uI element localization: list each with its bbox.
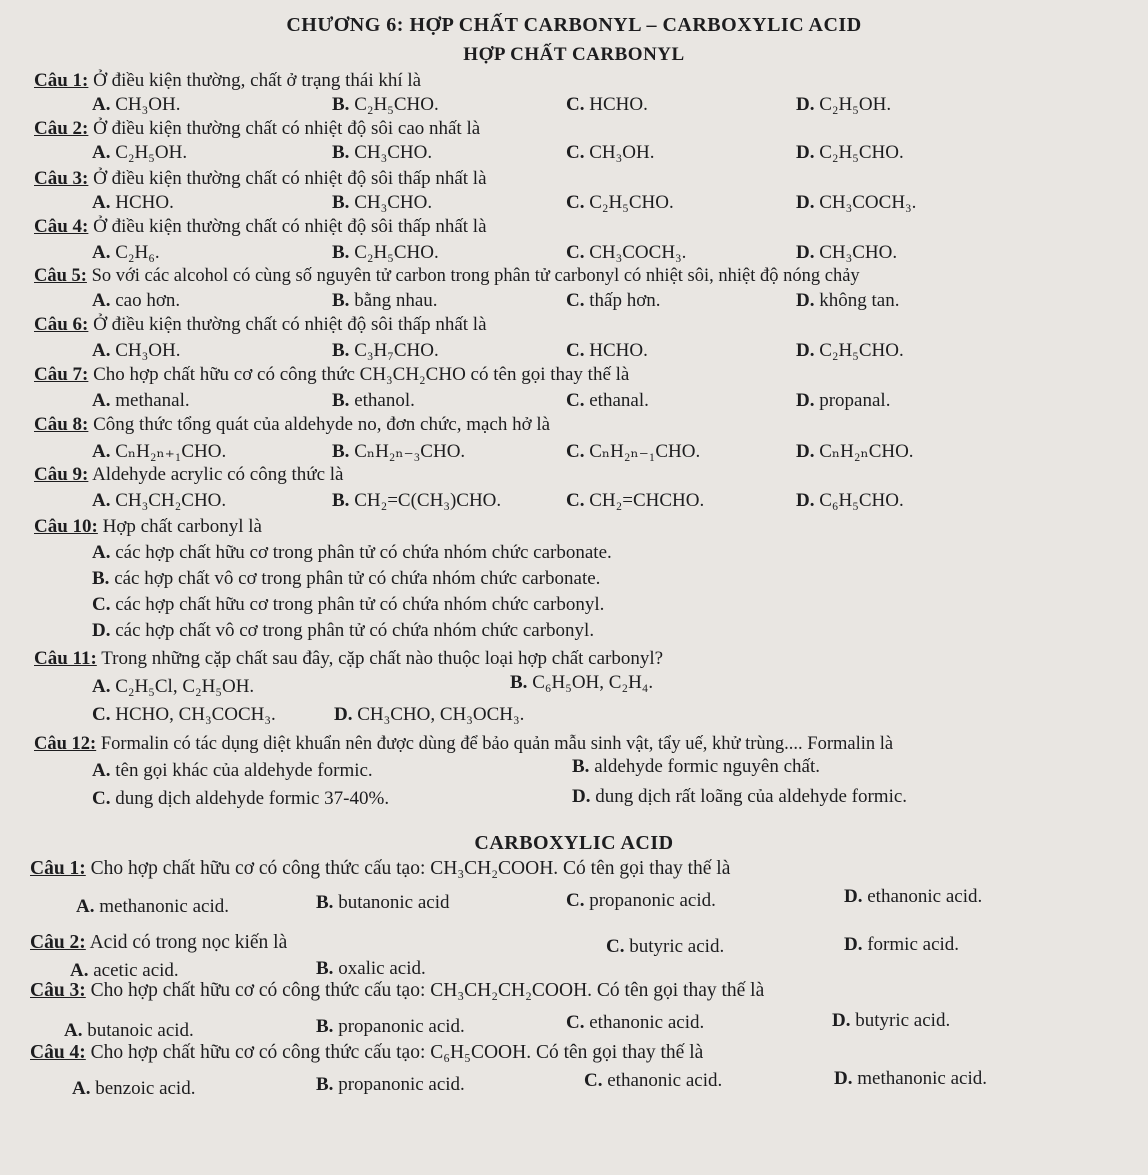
option-d: D. propanal. xyxy=(796,390,891,411)
option-a: A. methanonic acid. xyxy=(76,896,230,917)
option-a: A. butanoic acid. xyxy=(64,1020,194,1041)
question-stem: Câu 2: Ở điều kiện thường chất có nhiệt độ sôi cao nhất là xyxy=(34,118,481,139)
option-b: B. C₆H₅OH, C₂H₄. xyxy=(510,672,654,693)
option-c: C. HCHO, CH₃COCH₃. xyxy=(92,704,276,725)
option-a: A. acetic acid. xyxy=(70,960,179,981)
question-stem: Câu 8: Công thức tổng quát của aldehyde no, đơn chức, mạch hở là xyxy=(34,414,551,435)
option-a: A. CH₃CH₂CHO. xyxy=(92,490,227,511)
question-stem: Câu 1: Cho hợp chất hữu cơ có công thức cấu tạo: CH₃CH₂COOH. Có tên gọi thay thế là xyxy=(30,858,731,879)
option-c: C. CH₃OH. xyxy=(566,142,655,163)
option-b: B. ethanol. xyxy=(332,390,415,411)
option-c: C. ethanonic acid. xyxy=(584,1070,723,1091)
option-a: A. HCHO. xyxy=(92,192,174,213)
option-b: B. CH₂=C(CH₃)CHO. xyxy=(332,490,502,511)
option-b: B. các hợp chất vô cơ trong phân tử có chứa nhóm chức carbonate. xyxy=(92,568,601,589)
option-d: D. các hợp chất vô cơ trong phân tử có chứa nhóm chức carbonyl. xyxy=(92,620,595,641)
option-d: D. CH₃COCH₃. xyxy=(796,192,917,213)
option-c: C. dung dịch aldehyde formic 37-40%. xyxy=(92,788,390,809)
option-d: D. methanonic acid. xyxy=(834,1068,988,1089)
option-a: A. C₂H₅Cl, C₂H₅OH. xyxy=(92,676,255,697)
option-c: C. C₂H₅CHO. xyxy=(566,192,674,213)
option-d: D. C₂H₅CHO. xyxy=(796,142,904,163)
option-b: B. bằng nhau. xyxy=(332,290,438,311)
option-c: C. ethanonic acid. xyxy=(566,1012,705,1033)
question-stem: Câu 4: Ở điều kiện thường chất có nhiệt độ sôi thấp nhất là xyxy=(34,216,487,237)
option-a: A. CH₃OH. xyxy=(92,340,181,361)
section-title-carbonyl: HỢP CHẤT CARBONYL xyxy=(463,44,685,65)
option-d: D. C₂H₅CHO. xyxy=(796,340,904,361)
option-d: D. C₂H₅OH. xyxy=(796,94,892,115)
option-b: B. C₂H₅CHO. xyxy=(332,94,439,115)
option-c: C. HCHO. xyxy=(566,94,648,115)
question-stem: Câu 12: Formalin có tác dụng diệt khuẩn nên được dùng để bảo quản mẫu sinh vật, tẩy uế, khử trùng.... Formalin là xyxy=(34,734,894,754)
option-c: C. ethanal. xyxy=(566,390,649,411)
section-title-carboxylic-acid: CARBOXYLIC ACID xyxy=(474,832,674,854)
option-b: B. propanonic acid. xyxy=(316,1074,465,1095)
option-d: D. CₙH₂ₙCHO. xyxy=(796,441,914,462)
option-b: B. aldehyde formic nguyên chất. xyxy=(572,756,820,777)
chapter-title: CHƯƠNG 6: HỢP CHẤT CARBONYL – CARBOXYLIC ACID xyxy=(286,14,862,36)
option-a: A. CH₃OH. xyxy=(92,94,181,115)
option-a: A. C₂H₅OH. xyxy=(92,142,188,163)
question-stem: Câu 1: Ở điều kiện thường, chất ở trạng thái khí là xyxy=(34,70,422,91)
option-c: C. HCHO. xyxy=(566,340,648,361)
option-b: B. CₙH₂ₙ₋₃CHO. xyxy=(332,441,466,462)
option-a: A. tên gọi khác của aldehyde formic. xyxy=(92,760,373,781)
option-b: B. butanonic acid xyxy=(316,892,450,913)
question-stem: Câu 5: So với các alcohol có cùng số nguyên tử carbon trong phân tử carbonyl có nhiệt sôi, nhiệt độ nóng chảy xyxy=(34,266,860,286)
option-a: A. các hợp chất hữu cơ trong phân tử có chứa nhóm chức carbonate. xyxy=(92,542,612,563)
option-b: B. C₂H₅CHO. xyxy=(332,242,439,263)
option-a: A. methanal. xyxy=(92,390,190,411)
option-a: A. benzoic acid. xyxy=(72,1078,196,1099)
option-d: D. CH₃CHO. xyxy=(796,242,898,263)
option-c: C. thấp hơn. xyxy=(566,290,661,311)
option-c: C. CH₂=CHCHO. xyxy=(566,490,705,511)
option-d: D. dung dịch rất loãng của aldehyde formic. xyxy=(572,786,908,807)
option-b: B. CH₃CHO. xyxy=(332,142,433,163)
option-c: C. các hợp chất hữu cơ trong phân tử có chứa nhóm chức carbonyl. xyxy=(92,594,605,615)
option-d: D. không tan. xyxy=(796,290,900,311)
question-stem: Câu 3: Ở điều kiện thường chất có nhiệt độ sôi thấp nhất là xyxy=(34,168,487,189)
option-b: B. CH₃CHO. xyxy=(332,192,433,213)
option-d: D. CH₃CHO, CH₃OCH₃. xyxy=(334,704,525,725)
option-b: B. oxalic acid. xyxy=(316,958,426,979)
option-b: B. propanonic acid. xyxy=(316,1016,465,1037)
option-c: C. CH₃COCH₃. xyxy=(566,242,687,263)
option-d: D. formic acid. xyxy=(844,934,960,955)
option-d: D. butyric acid. xyxy=(832,1010,951,1031)
option-c: C. propanonic acid. xyxy=(566,890,716,911)
option-d: D. ethanonic acid. xyxy=(844,886,983,907)
option-d: D. C₆H₅CHO. xyxy=(796,490,904,511)
question-stem: Câu 3: Cho hợp chất hữu cơ có công thức cấu tạo: CH₃CH₂CH₂COOH. Có tên gọi thay thế là xyxy=(30,980,765,1001)
question-stem: Câu 7: Cho hợp chất hữu cơ có công thức CH₃CH₂CHO có tên gọi thay thế là xyxy=(34,364,630,385)
question-stem: Câu 6: Ở điều kiện thường chất có nhiệt độ sôi thấp nhất là xyxy=(34,314,487,335)
option-a: A. cao hơn. xyxy=(92,290,181,311)
option-c: C. CₙH₂ₙ₋₁CHO. xyxy=(566,441,701,462)
option-b: B. C₃H₇CHO. xyxy=(332,340,439,361)
question-stem: Câu 11: Trong những cặp chất sau đây, cặp chất nào thuộc loại hợp chất carbonyl? xyxy=(34,648,664,669)
question-stem: Câu 4: Cho hợp chất hữu cơ có công thức cấu tạo: C₆H₅COOH. Có tên gọi thay thế là xyxy=(30,1042,704,1063)
question-stem: Câu 9: Aldehyde acrylic có công thức là xyxy=(34,464,344,485)
question-stem: Câu 2: Acid có trong nọc kiến là xyxy=(30,932,288,953)
option-a: A. C₂H₆. xyxy=(92,242,160,263)
question-stem: Câu 10: Hợp chất carbonyl là xyxy=(34,516,262,537)
option-c: C. butyric acid. xyxy=(606,936,725,957)
option-a: A. CₙH₂ₙ₊₁CHO. xyxy=(92,441,227,462)
